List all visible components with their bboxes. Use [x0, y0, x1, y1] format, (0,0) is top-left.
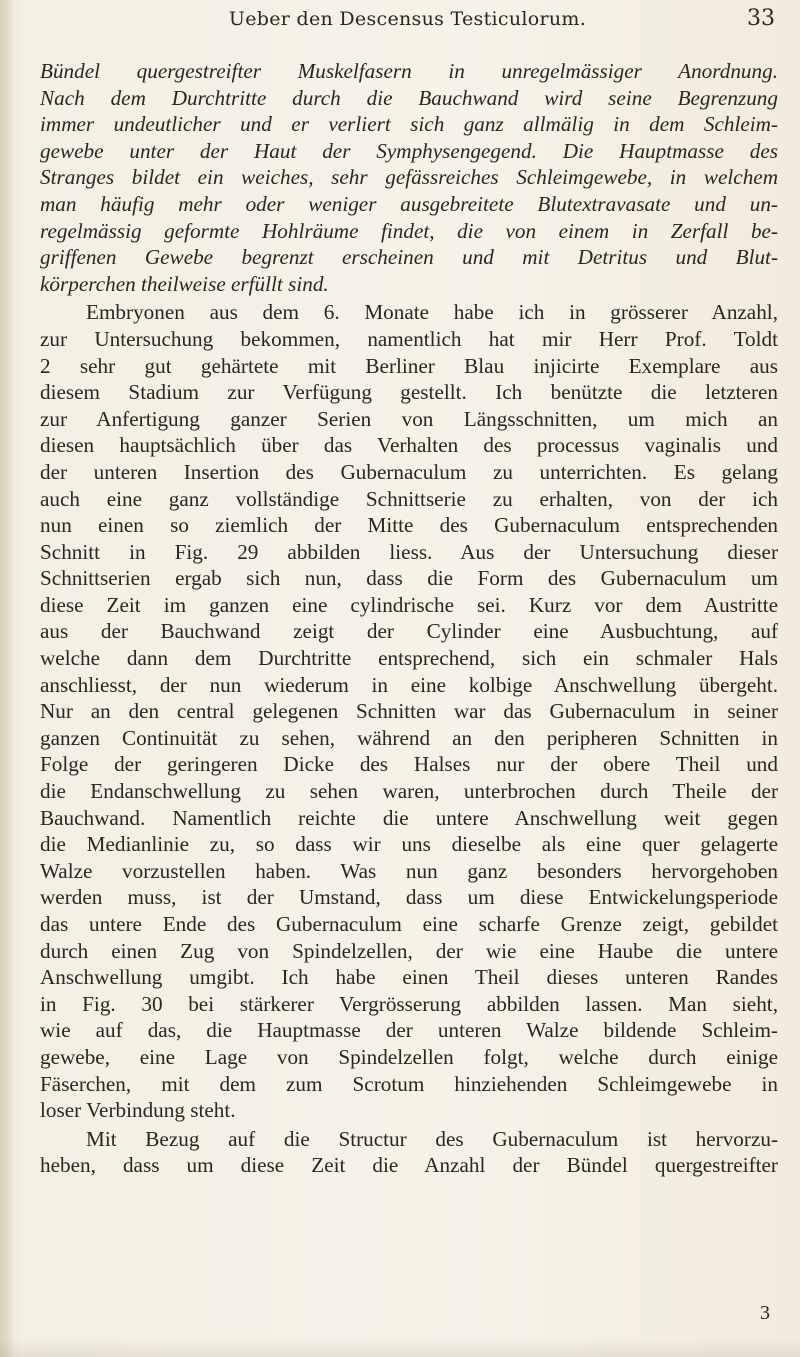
- text-line: anschliesst, der nun wiederum in eine kolbige Anschwellung übergeht.: [40, 672, 778, 697]
- text-line: Nach dem Durchtritte durch die Bauchwand wird seine Begrenzung: [40, 85, 778, 110]
- paragraph-italic-continuation: [40, 58, 778, 297]
- text-line: Anschwellung umgibt. Ich habe einen Theil dieses unteren Randes: [40, 965, 778, 990]
- text-line: Mit Bezug auf die Structur des Gubernaculum ist hervorzu-: [86, 1126, 778, 1151]
- text-line: gewebe unter der Haut der Symphysengegend. Die Hauptmasse des: [40, 138, 778, 163]
- text-line: loser Verbindung steht.: [40, 1098, 236, 1123]
- text-line: der unteren Insertion des Gubernaculum zu unterrichten. Es gelang: [40, 459, 778, 484]
- text-line: wie auf das, die Hauptmasse der unteren Walze bildende Schleim-: [40, 1018, 778, 1043]
- text-line: gewebe, eine Lage von Spindelzellen folgt, welche durch einige: [40, 1044, 778, 1069]
- text-line: man häufig mehr oder weniger ausgebreitete Blutextravasate und un-: [40, 191, 778, 216]
- text-line: regelmässig geformte Hohlräume findet, die von einem in Zerfall be-: [40, 218, 778, 243]
- text-line: die Medianlinie zu, so dass wir uns dieselbe als eine quer gelagerte: [40, 832, 778, 857]
- text-line: diese Zeit im ganzen eine cylindrische sei. Kurz vor dem Austritte: [40, 592, 778, 617]
- text-line: Folge der geringeren Dicke des Halses nur der obere Theil und: [40, 752, 778, 777]
- page-number: 33: [747, 6, 775, 31]
- text-line: aus der Bauchwand zeigt der Cylinder eine Ausbuchtung, auf: [40, 619, 778, 644]
- text-line: Bauchwand. Namentlich reichte die untere Anschwellung weit gegen: [40, 805, 778, 830]
- paragraph-structur: [40, 1126, 778, 1179]
- text-line: heben, dass um diese Zeit die Anzahl der Bündel quergestreifter: [40, 1153, 778, 1178]
- text-line: Schnittserien ergab sich nun, dass die Form des Gubernaculum um: [40, 566, 778, 591]
- text-line: Walze vorzustellen haben. Was nun ganz besonders hervorgehoben: [40, 858, 778, 883]
- text-line: diesem Stadium zur Verfügung gestellt. Ich benützte die letzteren: [40, 380, 778, 405]
- body-text: [40, 58, 778, 1179]
- text-line: das untere Ende des Gubernaculum eine scharfe Grenze zeigt, gebildet: [40, 912, 778, 936]
- text-line: welche dann dem Durchtritte entsprechend, sich ein schmaler Hals: [40, 646, 778, 671]
- paragraph-embryonen: [40, 299, 778, 1123]
- text-line: zur Untersuchung bekommen, namentlich hat mir Herr Prof. Toldt: [40, 326, 778, 351]
- text-line: zur Anfertigung ganzer Serien von Längsschnitten, um mich an: [40, 406, 778, 431]
- text-line: Nur an den central gelegenen Schnitten war das Gubernaculum in seiner: [40, 699, 778, 724]
- text-line: diesen hauptsächlich über das Verhalten des processus vaginalis und: [40, 433, 778, 458]
- text-line: auch eine ganz vollständige Schnittserie zu erhalten, von der ich: [40, 486, 778, 511]
- text-line: Bündel quergestreifter Muskelfasern in unregelmässiger Anordnung.: [40, 59, 778, 83]
- text-line: durch einen Zug von Spindelzellen, der wie eine Haube die untere: [40, 938, 778, 963]
- running-head: [40, 4, 775, 38]
- text-line: nun einen so ziemlich der Mitte des Gubernaculum entsprechenden: [40, 513, 778, 538]
- text-line: Fäserchen, mit dem zum Scrotum hinziehenden Schleimgewebe in: [40, 1071, 778, 1096]
- text-line: die Endanschwellung zu sehen waren, unterbrochen durch Theile der: [40, 779, 778, 804]
- text-line: werden muss, ist der Umstand, dass um diese Entwickelungsperiode: [40, 885, 778, 910]
- signature-mark: 3: [760, 1302, 770, 1324]
- text-line: 2 sehr gut gehärtete mit Berliner Blau injicirte Exemplare aus: [40, 353, 778, 378]
- text-line: Stranges bildet ein weiches, sehr gefässreiches Schleimgewebe, in welchem: [40, 165, 778, 190]
- running-title: Ueber den Descensus Testiculorum.: [228, 8, 587, 30]
- text-line: ganzen Continuität zu sehen, während an den peripheren Schnitten in: [40, 725, 778, 750]
- text-line: immer undeutlicher und er verliert sich ganz allmälig in dem Schleim-: [40, 112, 778, 137]
- text-line: körperchen theilweise erfüllt sind.: [40, 271, 329, 296]
- page-bottom-shadow: [0, 1339, 800, 1357]
- text-line: Embryonen aus dem 6. Monate habe ich in grösserer Anzahl,: [86, 300, 778, 325]
- page-gutter-shadow: [0, 0, 14, 1357]
- text-line: in Fig. 30 bei stärkerer Vergrösserung abbilden lassen. Man sieht,: [40, 991, 778, 1016]
- text-line: Schnitt in Fig. 29 abbilden liess. Aus der Untersuchung dieser: [40, 539, 778, 564]
- text-line: griffenen Gewebe begrenzt erscheinen und mit Detritus und Blut-: [40, 245, 778, 270]
